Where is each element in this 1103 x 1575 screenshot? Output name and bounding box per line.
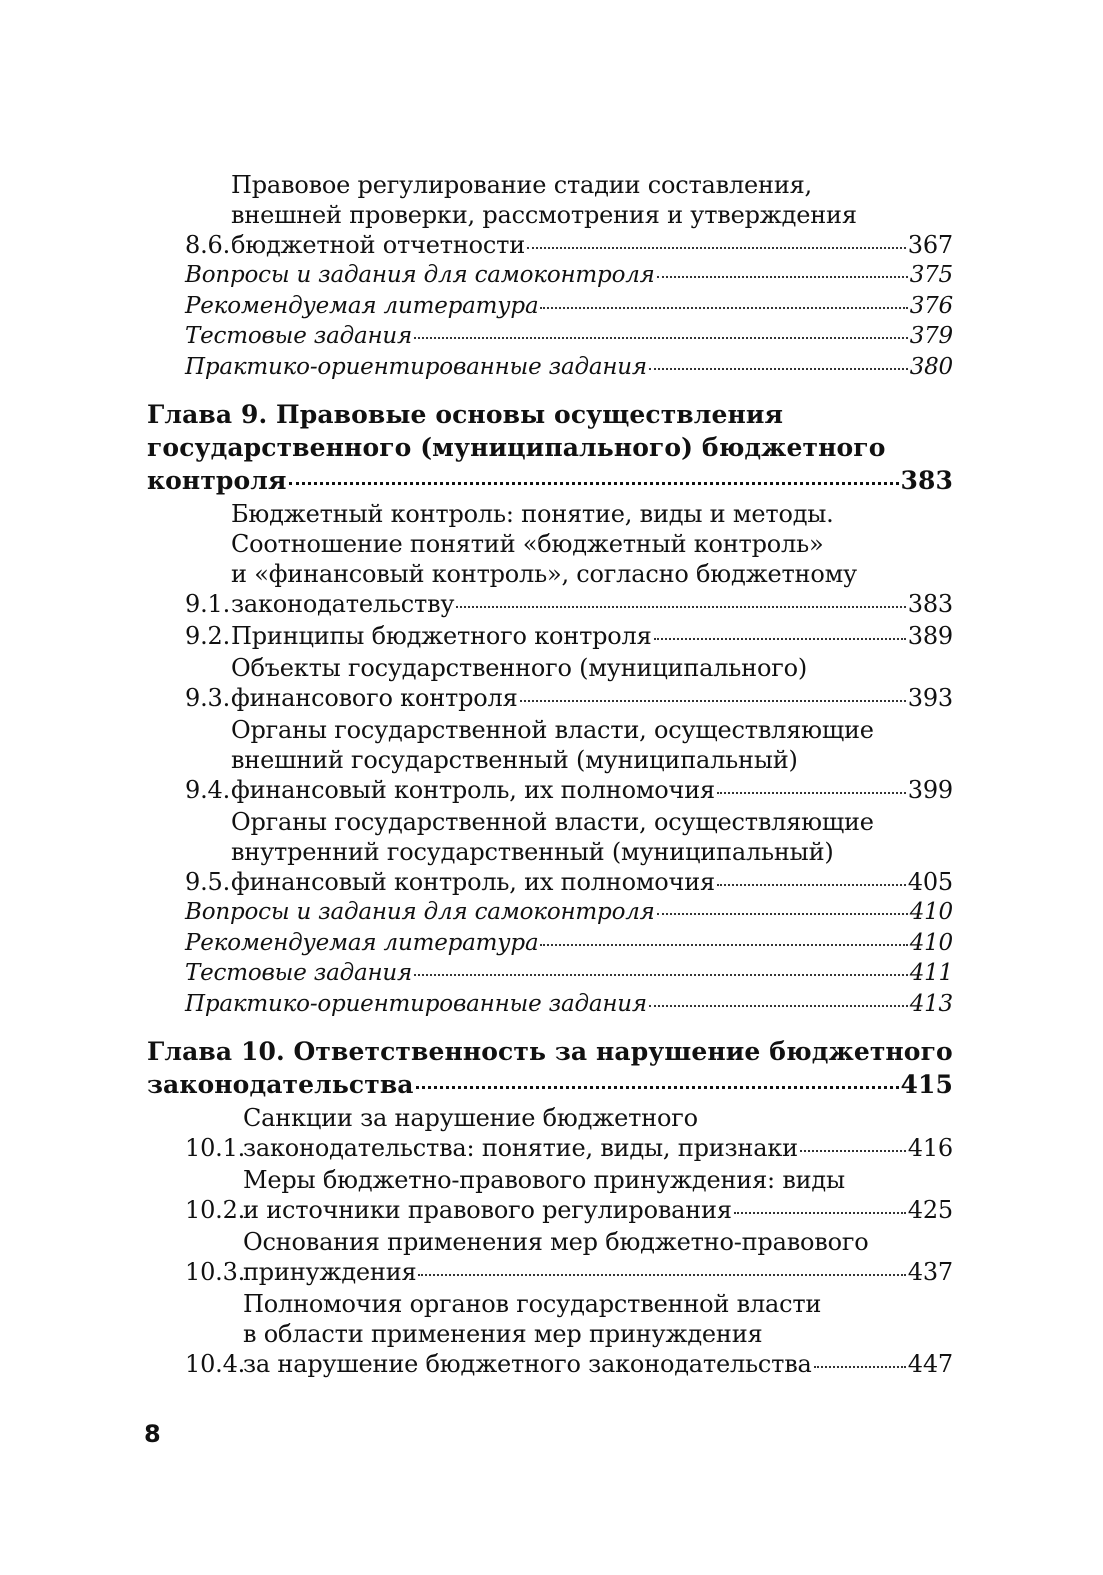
toc-entry-last-line: [231, 589, 953, 619]
toc-section-number: 8.6.: [185, 231, 230, 259]
toc-leader-dots: [657, 913, 908, 915]
toc-entry-body: [185, 897, 953, 928]
toc-leader-dots: [657, 276, 908, 278]
toc-entry-line: Глава 9. Правовые основы осуществления: [147, 400, 784, 429]
toc-entry-body: [231, 170, 953, 260]
toc-entry-line: внешний государственный (муниципальный): [231, 746, 798, 774]
toc-entry-title: законодательству: [231, 590, 455, 618]
toc-entry-title: и источники правового регулирования: [243, 1196, 732, 1224]
toc-leader-dots: [456, 606, 905, 608]
toc-leader-dots: [734, 1212, 906, 1214]
toc-entry-title: финансового контроля: [231, 684, 518, 712]
toc-extra-entry: [147, 897, 953, 928]
toc-entry-last-line: [243, 1257, 953, 1287]
toc-entry-line: Санкции за нарушение бюджетного: [243, 1104, 698, 1132]
toc-entry-line: Органы государственной власти, осуществляющие: [231, 808, 874, 836]
toc-entry-last-line: [185, 291, 953, 322]
toc-entry-last-line: [147, 1068, 953, 1101]
toc-entry-line: Соотношение понятий «бюджетный контроль»: [231, 530, 824, 558]
toc-page-number: 375: [909, 262, 953, 288]
toc-entry-body: [231, 621, 953, 651]
page-number: 8: [144, 1420, 161, 1448]
toc-entry-body: [243, 1165, 953, 1225]
toc-page-number: 447: [907, 1350, 953, 1378]
toc-entry-title: Вопросы и задания для самоконтроля: [185, 899, 655, 925]
toc-page-number: 437: [907, 1258, 953, 1286]
toc-entry-body: [147, 398, 953, 497]
toc-extra-entry: [147, 989, 953, 1020]
toc-leader-dots: [416, 1086, 899, 1089]
toc-section-number: 9.4.: [185, 776, 230, 804]
toc-page-number: 413: [909, 990, 953, 1017]
toc-entry-line: в области применения мер принуждения: [243, 1320, 763, 1348]
toc-section-entry: [147, 1165, 953, 1225]
toc-entry-body: [243, 1227, 953, 1287]
toc-extra-entry: [147, 291, 953, 322]
toc-entry-line: Объекты государственного (муниципального): [231, 654, 807, 682]
toc-entry-line: внутренний государственный (муниципальный): [231, 838, 834, 866]
toc-section-number: 10.3.: [185, 1258, 246, 1286]
toc-page-number: 380: [909, 353, 953, 380]
toc-leader-dots: [717, 884, 906, 886]
toc-section-number: 9.5.: [185, 868, 230, 896]
toc-entry-title: за нарушение бюджетного законодательства: [243, 1350, 812, 1378]
toc-entry-last-line: [185, 260, 953, 291]
toc-extra-entry: [147, 352, 953, 383]
toc-entry-title: бюджетной отчетности: [231, 231, 525, 259]
toc-page-number: 379: [909, 323, 953, 349]
toc-section-entry: [147, 653, 953, 713]
toc-section-entry: [147, 621, 953, 651]
toc-section-number: 10.2.: [185, 1196, 246, 1224]
toc-entry-last-line: [231, 683, 953, 713]
toc-leader-dots: [527, 247, 906, 249]
toc-entry-body: [147, 1035, 953, 1101]
toc-entry-line: Меры бюджетно-правового принуждения: виды: [243, 1166, 845, 1194]
toc-section-entry: [147, 807, 953, 897]
toc-entry-line: государственного (муниципального) бюджетного: [147, 433, 886, 462]
toc-leader-dots: [414, 974, 908, 976]
toc-page-number: 405: [907, 868, 953, 896]
toc-leader-dots: [520, 700, 906, 702]
toc-entry-last-line: [147, 464, 953, 497]
toc-page-number: 410: [909, 929, 953, 956]
toc-entry-last-line: [243, 1133, 953, 1163]
toc-leader-dots: [540, 307, 907, 309]
toc-entry-title: финансовый контроль, их полномочия: [231, 868, 715, 896]
toc-section-entry: [147, 499, 953, 619]
toc-page-number: 367: [907, 231, 953, 259]
toc-entry-last-line: [231, 230, 953, 260]
toc-entry-body: [243, 1289, 953, 1379]
toc-entry-title: законодательства: [147, 1070, 414, 1099]
toc-entry-last-line: [231, 621, 953, 651]
toc-entry-line: Бюджетный контроль: понятие, виды и методы.: [231, 500, 834, 528]
toc-entry-last-line: [185, 897, 953, 928]
toc-entry-body: [185, 321, 953, 352]
toc-entry-line: внешней проверки, рассмотрения и утверждения: [231, 201, 857, 229]
toc-page-number: 389: [907, 622, 953, 650]
toc-entry-title: финансовый контроль, их полномочия: [231, 776, 715, 804]
toc-entry-last-line: [185, 928, 953, 959]
toc-entry-title: Принципы бюджетного контроля: [231, 622, 652, 650]
toc-entry-title: Практико-ориентированные задания: [185, 353, 647, 380]
toc-entry-line: Глава 10. Ответственность за нарушение бюджетного: [147, 1037, 953, 1066]
toc-entry-body: [231, 807, 953, 897]
toc-leader-dots: [717, 792, 906, 794]
toc-page-number: 415: [900, 1070, 953, 1099]
toc-entry-last-line: [185, 321, 953, 352]
toc-page-number: 425: [907, 1196, 953, 1224]
toc-entry-title: Рекомендуемая литература: [185, 292, 539, 319]
toc-chapter-entry: [147, 1035, 953, 1101]
toc-extra-entry: [147, 260, 953, 291]
toc-chapter-entry: [147, 398, 953, 497]
toc-page-number: 383: [900, 466, 953, 495]
toc-section-entry: [147, 715, 953, 805]
toc-entry-line: Основания применения мер бюджетно-правового: [243, 1228, 869, 1256]
toc-entry-body: [185, 928, 953, 959]
toc-entry-body: [243, 1103, 953, 1163]
toc-section-number: 9.3.: [185, 684, 230, 712]
toc-entry-body: [185, 260, 953, 291]
toc-page-number: 411: [909, 960, 953, 986]
toc-entry-line: Органы государственной власти, осуществляющие: [231, 716, 874, 744]
toc-leader-dots: [418, 1274, 905, 1276]
toc-section-number: 9.1.: [185, 590, 230, 618]
toc-page-number: 376: [909, 292, 953, 319]
toc-page-number: 399: [907, 776, 953, 804]
toc-entry-last-line: [185, 958, 953, 989]
toc-entry-body: [185, 989, 953, 1020]
toc-leader-dots: [814, 1366, 906, 1368]
toc-page-number: 410: [909, 899, 953, 925]
toc-entry-title: Практико-ориентированные задания: [185, 990, 647, 1017]
toc-extra-entry: [147, 958, 953, 989]
toc-leader-dots: [649, 1005, 908, 1007]
toc-entry-title: Тестовые задания: [185, 960, 413, 986]
toc-section-entry: [147, 1289, 953, 1379]
toc-leader-dots: [414, 337, 908, 339]
toc-entry-last-line: [243, 1349, 953, 1379]
toc-leader-dots: [654, 638, 906, 640]
toc-entry-line: и «финансовый контроль», согласно бюджетному: [231, 560, 857, 588]
toc-leader-dots: [289, 482, 899, 485]
toc-section-entry: [147, 1227, 953, 1287]
toc-entry-body: [231, 499, 953, 619]
toc-entry-last-line: [231, 775, 953, 805]
toc-leader-dots: [540, 944, 907, 946]
toc-entry-body: [185, 958, 953, 989]
toc-entry-title: Вопросы и задания для самоконтроля: [185, 262, 655, 288]
toc-entry-title: законодательства: понятие, виды, признаки: [243, 1134, 798, 1162]
toc-section-entry: [147, 1103, 953, 1163]
toc-entry-body: [231, 653, 953, 713]
toc-leader-dots: [800, 1150, 906, 1152]
toc-section-number: 10.4.: [185, 1350, 246, 1378]
toc-section-number: 9.2.: [185, 622, 230, 650]
toc-entry-body: [185, 352, 953, 383]
toc-page-number: 383: [907, 590, 953, 618]
table-of-contents: [147, 168, 953, 1379]
toc-section-entry: [147, 170, 953, 260]
toc-entry-body: [231, 715, 953, 805]
toc-entry-last-line: [231, 867, 953, 897]
toc-page-number: 416: [907, 1134, 953, 1162]
toc-entry-title: Тестовые задания: [185, 323, 413, 349]
toc-entry-last-line: [185, 352, 953, 383]
toc-entry-body: [185, 291, 953, 322]
toc-entry-title: Рекомендуемая литература: [185, 929, 539, 956]
toc-extra-entry: [147, 321, 953, 352]
toc-extra-entry: [147, 928, 953, 959]
toc-entry-title: принуждения: [243, 1258, 417, 1286]
toc-entry-last-line: [243, 1195, 953, 1225]
toc-entry-title: контроля: [147, 466, 287, 495]
toc-entry-last-line: [185, 989, 953, 1020]
toc-entry-line: Правовое регулирование стадии составления,: [231, 171, 812, 199]
toc-section-number: 10.1.: [185, 1134, 246, 1162]
toc-leader-dots: [649, 368, 908, 370]
toc-page-number: 393: [907, 684, 953, 712]
toc-entry-line: Полномочия органов государственной власти: [243, 1290, 822, 1318]
